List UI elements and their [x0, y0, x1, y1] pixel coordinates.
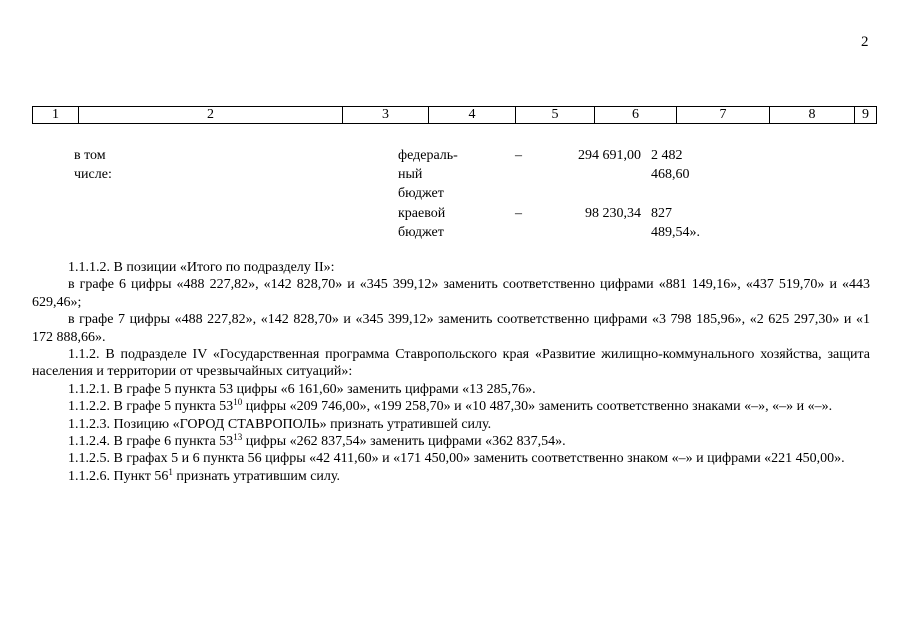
column-5-value: –: [515, 148, 522, 163]
paragraph: в графе 6 цифры «488 227,82», «142 828,70» и «345 399,12» заменить соответственно цифрами «881 149,16», «437 519,70» и «443 629,46»;: [32, 277, 870, 310]
paragraph: [32, 468, 870, 485]
paragraph-text: 1.1.2.2. В графе 5 пункта 53: [68, 399, 234, 415]
paragraph: 1.1.2. В подразделе IV «Государственная программа Ставропольского края «Развитие жилищно-коммунального хозяйства, защита населения и территории от чрезвычайных ситуаций»:: [32, 347, 870, 380]
document-body: [32, 259, 870, 485]
paragraph: [32, 433, 870, 450]
paragraph-text: цифры «209 746,00», «199 258,70» и «10 487,30» заменить соответственно знаками «–», «–» и «–».: [242, 399, 833, 415]
column-number-cell: 5: [516, 107, 595, 124]
column-number-header-table: [32, 106, 877, 124]
superscript: 10: [233, 397, 243, 408]
funding-source-line: федераль-: [398, 148, 458, 163]
paragraph: [32, 398, 870, 415]
page-number: 2: [861, 34, 869, 50]
paragraph-text: цифры «262 837,54» заменить цифрами «362 837,54».: [242, 434, 566, 450]
row-label: в том числе:: [74, 148, 112, 182]
paragraph: 1.1.2.5. В графах 5 и 6 пункта 56 цифры «42 411,60» и «171 450,00» заменить соответственно знаком «–» и цифрами «221 450,00».: [68, 451, 845, 467]
funding-source-line: краевой: [398, 206, 446, 221]
funding-source-line: ный бюджет: [398, 167, 444, 201]
column-6-value: 98 230,34: [585, 206, 641, 221]
paragraph-text: 1.1.2.6. Пункт 56: [68, 468, 169, 484]
column-number-cell: 1: [33, 107, 79, 124]
funding-source-line: бюджет: [398, 225, 444, 240]
column-number-cell: 7: [677, 107, 770, 124]
column-number-cell: 3: [343, 107, 429, 124]
column-number-cell: 9: [855, 107, 877, 124]
column-5-value: –: [515, 206, 522, 221]
paragraph-text: признать утратившим силу.: [172, 468, 340, 484]
paragraph: 1.1.1.2. В позиции «Итого по подразделу II»:: [68, 260, 335, 275]
funding-source: [398, 146, 458, 203]
paragraph-text: 1.1.2.4. В графе 6 пункта 53: [68, 434, 234, 450]
column-number-cell: 4: [429, 107, 516, 124]
column-number-cell: 8: [770, 107, 855, 124]
superscript: 1: [168, 466, 173, 477]
column-number-cell: 6: [595, 107, 677, 124]
column-number-cell: 2: [79, 107, 343, 124]
paragraph: 1.1.2.3. Позицию «ГОРОД СТАВРОПОЛЬ» признать утратившей силу.: [68, 416, 492, 432]
column-7-value: 2 482 468,60: [651, 148, 690, 182]
paragraph: в графе 7 цифры «488 227,82», «142 828,70» и «345 399,12» заменить соответственно цифрами «3 798 185,96», «2 625 297,30» и «1 172 888,66».: [32, 312, 870, 345]
funding-source: [398, 204, 445, 242]
paragraph: 1.1.2.1. В графе 5 пункта 53 цифры «6 161,60» заменить цифрами «13 285,76».: [68, 381, 536, 397]
column-6-value: 294 691,00: [578, 148, 641, 163]
superscript: 13: [233, 432, 243, 443]
column-7-value: 827 489,54».: [651, 206, 700, 240]
